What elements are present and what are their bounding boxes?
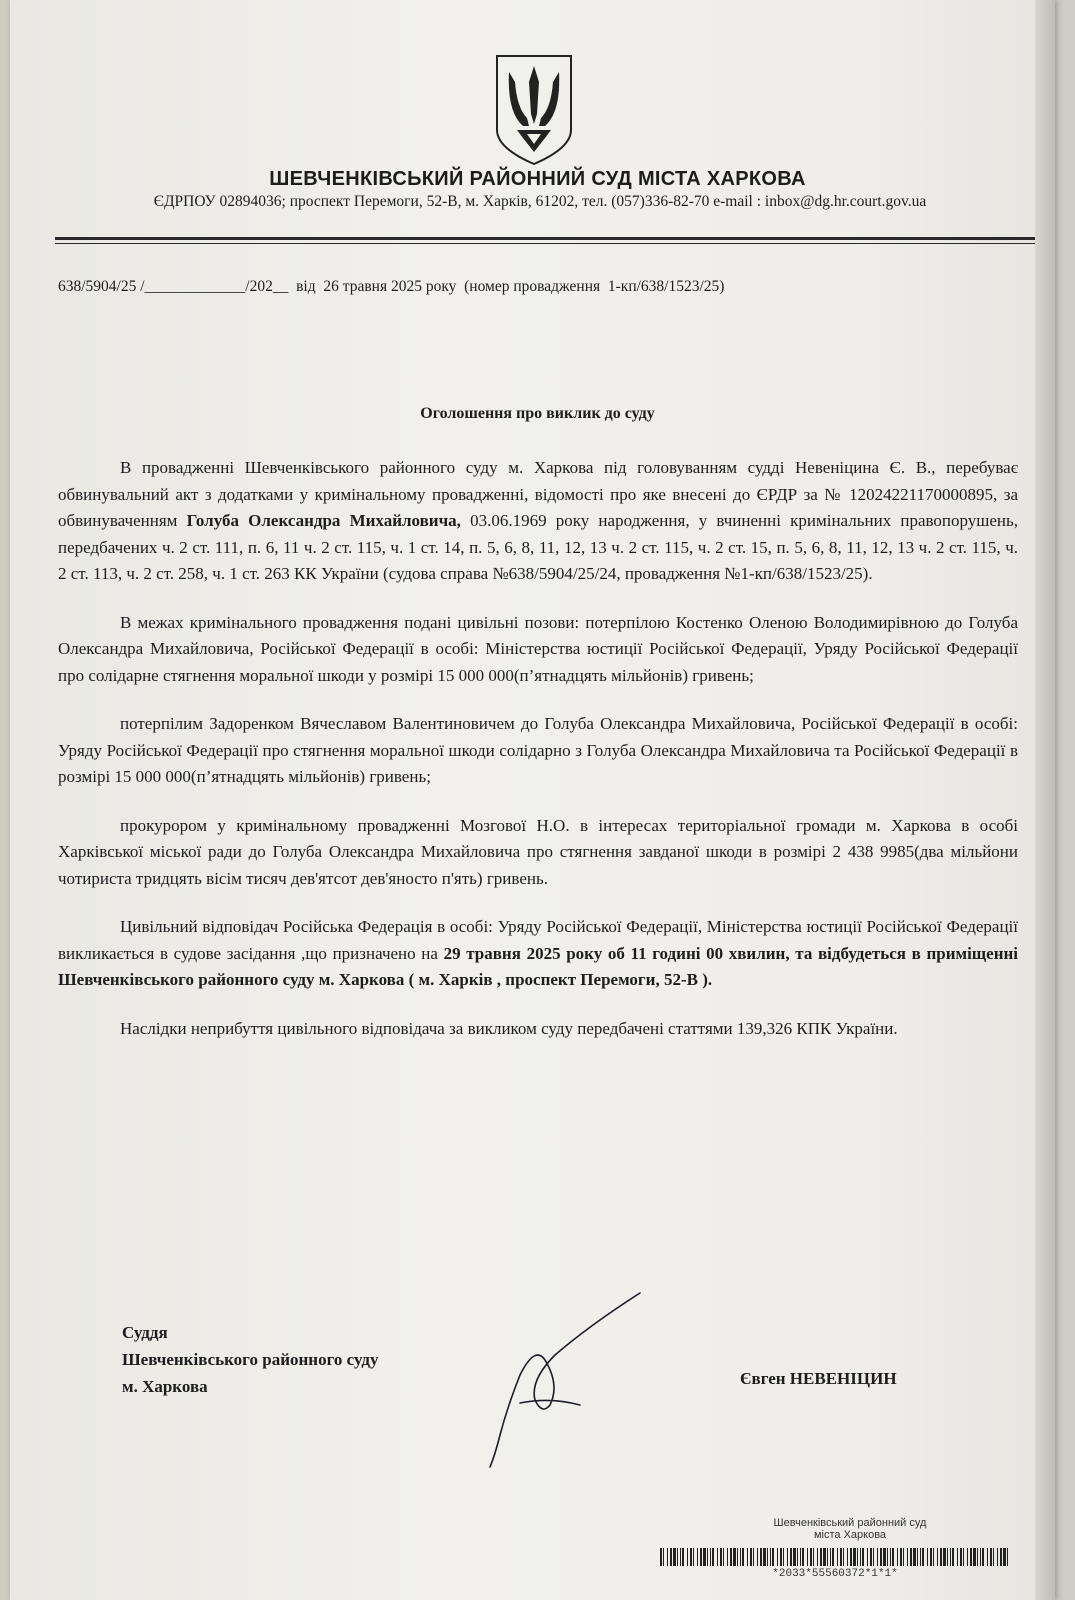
paragraph-5: Цивільний відповідач Російська Федерація в особі: Уряду Російської Федерації, Міністерства юстиції Російської Федерації викликається в судове засідання ,що призначено на 29 травня 2025 року об 11 годині 00 хвилин, та відбудеться в приміщенні Шевченківського районного суду м. Харкова ( м. Харків , проспект Перемоги, 52-В ). [58, 917, 1019, 989]
judge-name: Євген НЕВЕНІЦИН [740, 1369, 897, 1388]
defendant-name: Голуба Олександра Михайловича, [186, 511, 461, 530]
paragraph-4: прокурором у кримінальному провадженні Мозгової Н.О. в інтересах територіальної громади м. Харкова в особі Харківської міської ради до Голуба Олександра Михайловича про стягнення завданої шкоди в розмірі 2 438 9985(два мільйони чотириста тридцять вісім тисяч дев'ятсот дев'яносто п'ять) гривень. [58, 815, 1018, 888]
signature-title: Суддя [122, 1323, 168, 1342]
stamp-line-1: Шевченківський районний суд [773, 1517, 927, 1529]
handwritten-signature [460, 1285, 670, 1475]
barcode-number: *2033*55560372*1*1* [772, 1568, 898, 1580]
page-edge [1035, 0, 1055, 1600]
header-divider-thick [55, 237, 1035, 240]
paragraph-6: Наслідки неприбуття цивільного відповідача за викликом суду передбачені статтями 139,326 КПК України. [120, 1018, 898, 1038]
barcode [660, 1548, 1010, 1566]
paragraph-2: В межах кримінального провадження подані цивільні позови: потерпілою Костенко Оленою Володимирівною до Голуба Олександра Михайловича, Російської Федерації в особі: Міністерства юстиції Російської Федерації, Уряду Російської Федерації про солідарне стягнення моральної шкоди у розмірі 15 000 000(п’ятнадцять мільйонів) гривень; [58, 612, 1018, 685]
document-heading: Оголошення про виклик до суду [420, 405, 655, 422]
signature-court: Шевченківського районного суду [122, 1350, 379, 1369]
reference-line: 638/5904/25 /_____________/202__ від 26 травня 2025 року (номер провадження 1-кп/638/1523/25) [58, 278, 725, 295]
court-name: ШЕВЧЕНКІВСЬКИЙ РАЙОННИЙ СУД МІСТА ХАРКОВА [269, 168, 806, 190]
court-contacts: ЄДРПОУ 02894036; проспект Перемоги, 52-В, м. Харків, 61202, тел. (057)336-82-70 e-mail : inbox@dg.hr.court.gov.ua [153, 193, 927, 210]
stamp-line-2: міста Харкова [813, 1529, 887, 1541]
signature-city: м. Харкова [122, 1377, 208, 1396]
header-divider-thin [55, 243, 1035, 244]
paragraph-3: потерпілим Задоренком Вячеславом Валентиновичем до Голуба Олександра Михайловича, Російської Федерації в особі: Уряду Російської Федерації про стягнення моральної шкоди солідарно з Голуба Олександра Михайловича та Російської Федерації в розмірі 15 000 000(п’ятнадцять мільйонів) гривень; [58, 714, 1018, 786]
trident-emblem-icon [493, 52, 575, 168]
hearing-details: 29 травня 2025 року об 11 годині 00 хвилин, та відбудеться в приміщенні Шевченківського районного суду м. Харкова ( м. Харків , проспект Перемоги, 52-В ). [58, 943, 1019, 989]
paragraph-1: В провадженні Шевченківського районного суду м. Харкова під головуванням судді Невеніцина Є. В., перебуває обвинувальний акт з додатками у кримінальному провадженні, відомості про яке внесені до ЄРДР за № 12024221170000895, за обвинуваченням Голуба Олександра Михайловича, 03.06.1969 року народження, у вчиненні кримінальних правопорушень, передбачених ч. 2 ст. 111, п. 6, 11 ч. 2 ст. 115, ч. 1 ст. 14, п. 5, 6, 8, 11, 12, 13 ч. 2 ст. 115, ч. 2 ст. 15, п. 5, 6, 8, 11, 12, 13 ч. 2 ст. 115, ч. 2 ст. 113, ч. 2 ст. 258, ч. 1 ст. 263 КК України (судова справа №638/5904/25/24, провадження №1-кп/638/1523/25). [58, 458, 1019, 583]
signature-block [122, 1319, 378, 1400]
document-body [58, 455, 1018, 1064]
registry-stamp [700, 1517, 1000, 1541]
